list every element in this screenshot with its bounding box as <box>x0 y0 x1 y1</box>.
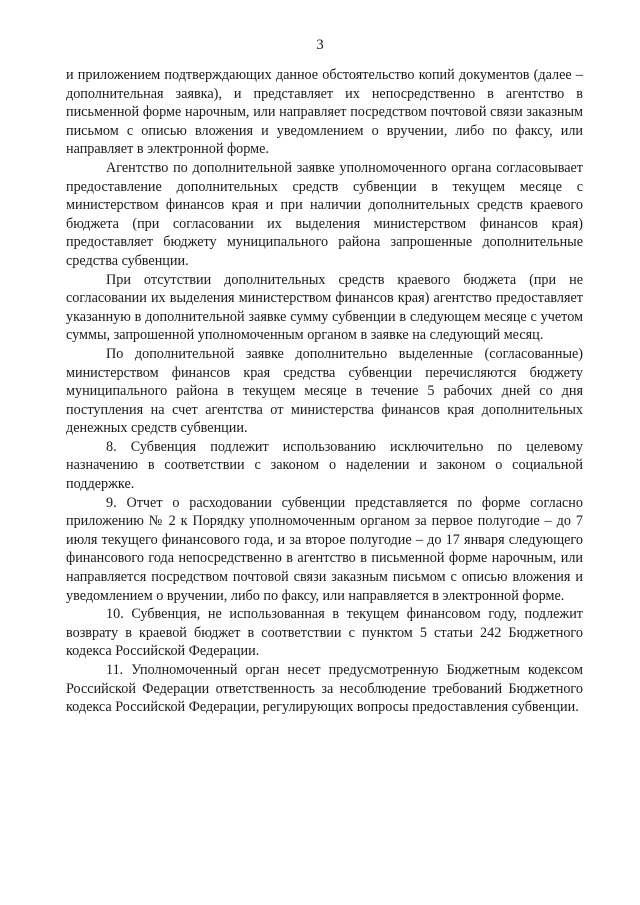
paragraph-item-9: 9. Отчет о расходовании субвенции представляется по форме согласно приложению № 2 к Порядку уполномоченным органом за первое полугодие – до 7 июля текущего финансового года, и за второе полугодие – до 17 января следующего финансового года непосредственно в агентство в письменной форме нарочным, или направляется посредством почтовой связи заказным письмом с описью вложения и уведомлением о вручении, либо по факсу, или направляется в электронной форме. <box>66 494 583 604</box>
paragraph-agency-approval: Агентство по дополнительной заявке уполномоченного органа согласовывает предоставление дополнительных средств субвенции в текущем месяце с министерством финансов края и при наличии дополнительных средств краевого бюджета (при согласовании их выделения министерством финансов края) предоставляет бюджету муниципального района запрошенные дополнительные средства субвенции. <box>66 159 583 269</box>
paragraph-transfer: По дополнительной заявке дополнительно выделенные (согласованные) министерством финансов края средства субвенции перечисляются бюджету муниципального района в текущем месяце в течение 5 рабочих дней со дня поступления на счет агентства от министерства финансов края дополнительных денежных средств субвенции. <box>66 345 583 437</box>
paragraph-item-10: 10. Субвенция, не использованная в текущем финансовом году, подлежит возврату в краевой бюджет в соответствии с пунктом 5 статьи 242 Бюджетного кодекса Российской Федерации. <box>66 606 583 660</box>
document-body <box>66 66 583 717</box>
paragraph-item-11: 11. Уполномоченный орган несет предусмотренную Бюджетным кодексом Российской Федерации ответственность за несоблюдение требований Бюджетного кодекса Российской Федерации, регулирующих вопросы предоставления субвенции. <box>66 662 583 716</box>
paragraph-no-funds: При отсутствии дополнительных средств краевого бюджета (при не согласовании их выделения министерством финансов края) агентство предоставляет указанную в дополнительной заявке сумму субвенции в следующем месяце с учетом суммы, запрошенной уполномоченным органом в заявке на следующий месяц. <box>66 271 583 344</box>
paragraph-continuation: и приложением подтверждающих данное обстоятельство копий документов (далее – дополнительная заявка), и представляет их непосредственно в агентство в письменной форме нарочным, или направляет посредством почтовой связи заказным письмом с описью вложения и уведомлением о вручении, либо по факсу, или направляет в электронной форме. <box>66 67 583 158</box>
page-number: 3 <box>316 37 324 53</box>
paragraph-item-8: 8. Субвенция подлежит использованию исключительно по целевому назначению в соответствии с законом о наделении и законом о социальной поддержке. <box>66 438 583 493</box>
